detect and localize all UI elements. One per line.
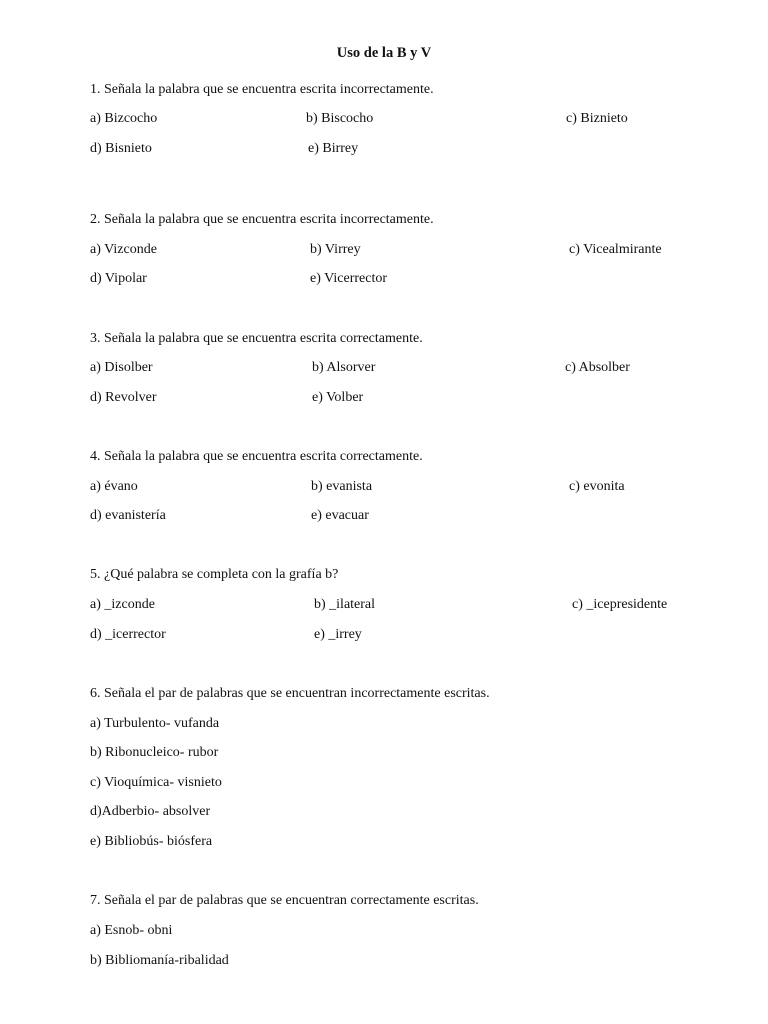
question-4-option-e: e) evacuar xyxy=(311,508,369,523)
question-2-prompt: 2. Señala la palabra que se encuentra escrita incorrectamente. xyxy=(90,212,434,227)
question-2-option-a: a) Vizconde xyxy=(90,242,157,257)
question-6-option-c: c) Vioquímica- visnieto xyxy=(90,775,222,790)
question-5-prompt: 5. ¿Qué palabra se completa con la grafía b? xyxy=(90,567,339,582)
question-2-option-e: e) Vicerrector xyxy=(310,271,388,286)
question-6-option-d: d)Adberbio- absolver xyxy=(90,804,211,819)
question-1-option-a: a) Bizcocho xyxy=(90,111,158,126)
question-5-option-a: a) _izconde xyxy=(90,597,155,612)
question-6-option-e: e) Bibliobús- biósfera xyxy=(90,834,213,849)
question-7-option-b: b) Bibliomanía-ribalidad xyxy=(90,953,229,968)
question-1-option-c: c) Biznieto xyxy=(566,111,628,126)
question-1-option-e: e) Birrey xyxy=(308,141,359,156)
question-4-prompt: 4. Señala la palabra que se encuentra escrita correctamente. xyxy=(90,449,423,464)
question-6-option-b: b) Ribonucleico- rubor xyxy=(90,745,219,760)
question-5-option-c: c) _icepresidente xyxy=(572,597,668,612)
question-3-option-e: e) Volber xyxy=(312,390,364,405)
question-2-option-b: b) Virrey xyxy=(310,242,361,257)
question-7-option-a: a) Esnob- obni xyxy=(90,923,173,938)
question-5-option-b: b) _ilateral xyxy=(314,597,376,612)
question-2-option-c: c) Vicealmirante xyxy=(569,242,662,257)
question-6-prompt: 6. Señala el par de palabras que se encuentran incorrectamente escritas. xyxy=(90,686,490,701)
question-7-prompt: 7. Señala el par de palabras que se encuentran correctamente escritas. xyxy=(90,893,479,908)
question-1-option-d: d) Bisnieto xyxy=(90,141,152,156)
question-4-option-b: b) evanista xyxy=(311,479,373,494)
question-5-option-e: e) _irrey xyxy=(314,627,362,642)
question-1-option-b: b) Biscocho xyxy=(306,111,374,126)
question-4-option-a: a) évano xyxy=(90,479,138,494)
question-3-option-a: a) Disolber xyxy=(90,360,153,375)
question-2-option-d: d) Vipolar xyxy=(90,271,147,286)
question-4-option-c: c) evonita xyxy=(569,479,625,494)
question-3-option-b: b) Alsorver xyxy=(312,360,376,375)
question-3-prompt: 3. Señala la palabra que se encuentra escrita correctamente. xyxy=(90,331,423,346)
question-4-option-d: d) evanistería xyxy=(90,508,166,523)
question-3-option-c: c) Absolber xyxy=(565,360,630,375)
question-6-option-a: a) Turbulento- vufanda xyxy=(90,716,220,731)
question-1-prompt: 1. Señala la palabra que se encuentra escrita incorrectamente. xyxy=(90,82,434,97)
question-5-option-d: d) _icerrector xyxy=(90,627,166,642)
question-3-option-d: d) Revolver xyxy=(90,390,157,405)
page-title: Uso de la B y V xyxy=(336,45,432,61)
